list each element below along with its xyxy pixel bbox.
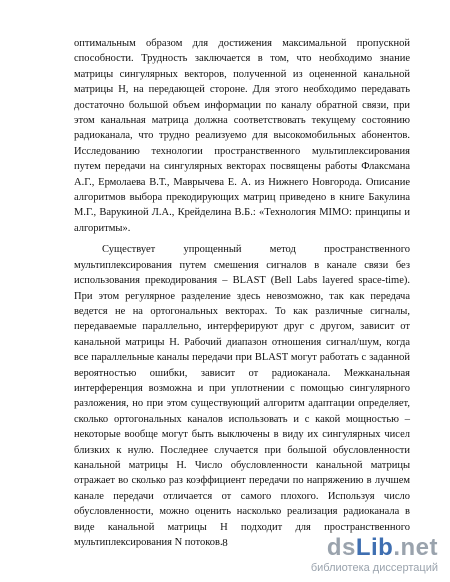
- page-number: 8: [222, 537, 228, 549]
- watermark-lib: Lib: [355, 534, 394, 561]
- watermark-dot: .: [393, 534, 401, 561]
- watermark-subtitle: библиотека диссертаций: [310, 562, 438, 574]
- body-text: [74, 36, 410, 550]
- watermark-logo[interactable]: [288, 534, 438, 574]
- watermark-net: net: [400, 534, 438, 561]
- paragraph-2: Существует упрощенный метод пространственного мультиплексирования путем смешения сигналов в канале связи без использования прекодирования – BLAST (Bell Labs layered space-time). При этом регулярное разделение здесь невозможно, так как передача ведется не на ортогональных векторах. То как различные сигналы, передаваемые параллельно, интерферируют друг с другом, зависит от канальной матрицы H. Рабочий диапазон отношения сигнал/шум, когда все параллельные каналы передачи при BLAST могут работать с заданной вероятностью ошибки, зависит от радиоканала. Межканальная интерференция возможна и при уплотнении с помощью сингулярного разложения, но при этом существующий алгоритм адаптации определяет, сколько ортогональных каналов использовать и с какой мощностью – некоторые вообще могут быть выключены в виду их сингулярных чисел близких к нулю. Последнее случается при большой обусловленности канальной матрицы H. Число обусловленности канальной матрицы отражает во сколько раз коэффициент передачи по напряжению в лучшем канале передачи отличается от самого плохого. Используя число обусловленности, можно оценить насколько реализация радиоканала в виде канальной матрицы H подходит для пространственного мультиплексирования N потоков.: [74, 244, 410, 548]
- paragraph-1: оптимальным образом для достижения максимальной пропускной способности. Трудность заключается в том, что необходимо знание матрицы сингулярных векторов, полученной из оцененной канальной матрицы H, на передающей стороне. Для этого необходимо передавать достаточно большой объем информации по каналу обратной связи, при этом канальная матрица должна соответствовать текущему состоянию радиоканала, что трудно реализуемо для высокомобильных абонентов. Исследованию технологии пространственного мультиплексирования путем передачи на сингулярных векторах посвящены работы Флаксмана А.Г., Ермолаева В.Т., Маврычева Е. А. из Нижнего Новгорода. Описание алгоритмов выбора прекодирующих матриц приведено в книге Бакулина М.Г., Варукиной Л.А., Крейделина В.Б.: «Технология MIMO: принципы и алгоритмы».: [74, 38, 410, 234]
- watermark-wordmark: [327, 534, 438, 562]
- watermark-ds: ds: [326, 534, 356, 561]
